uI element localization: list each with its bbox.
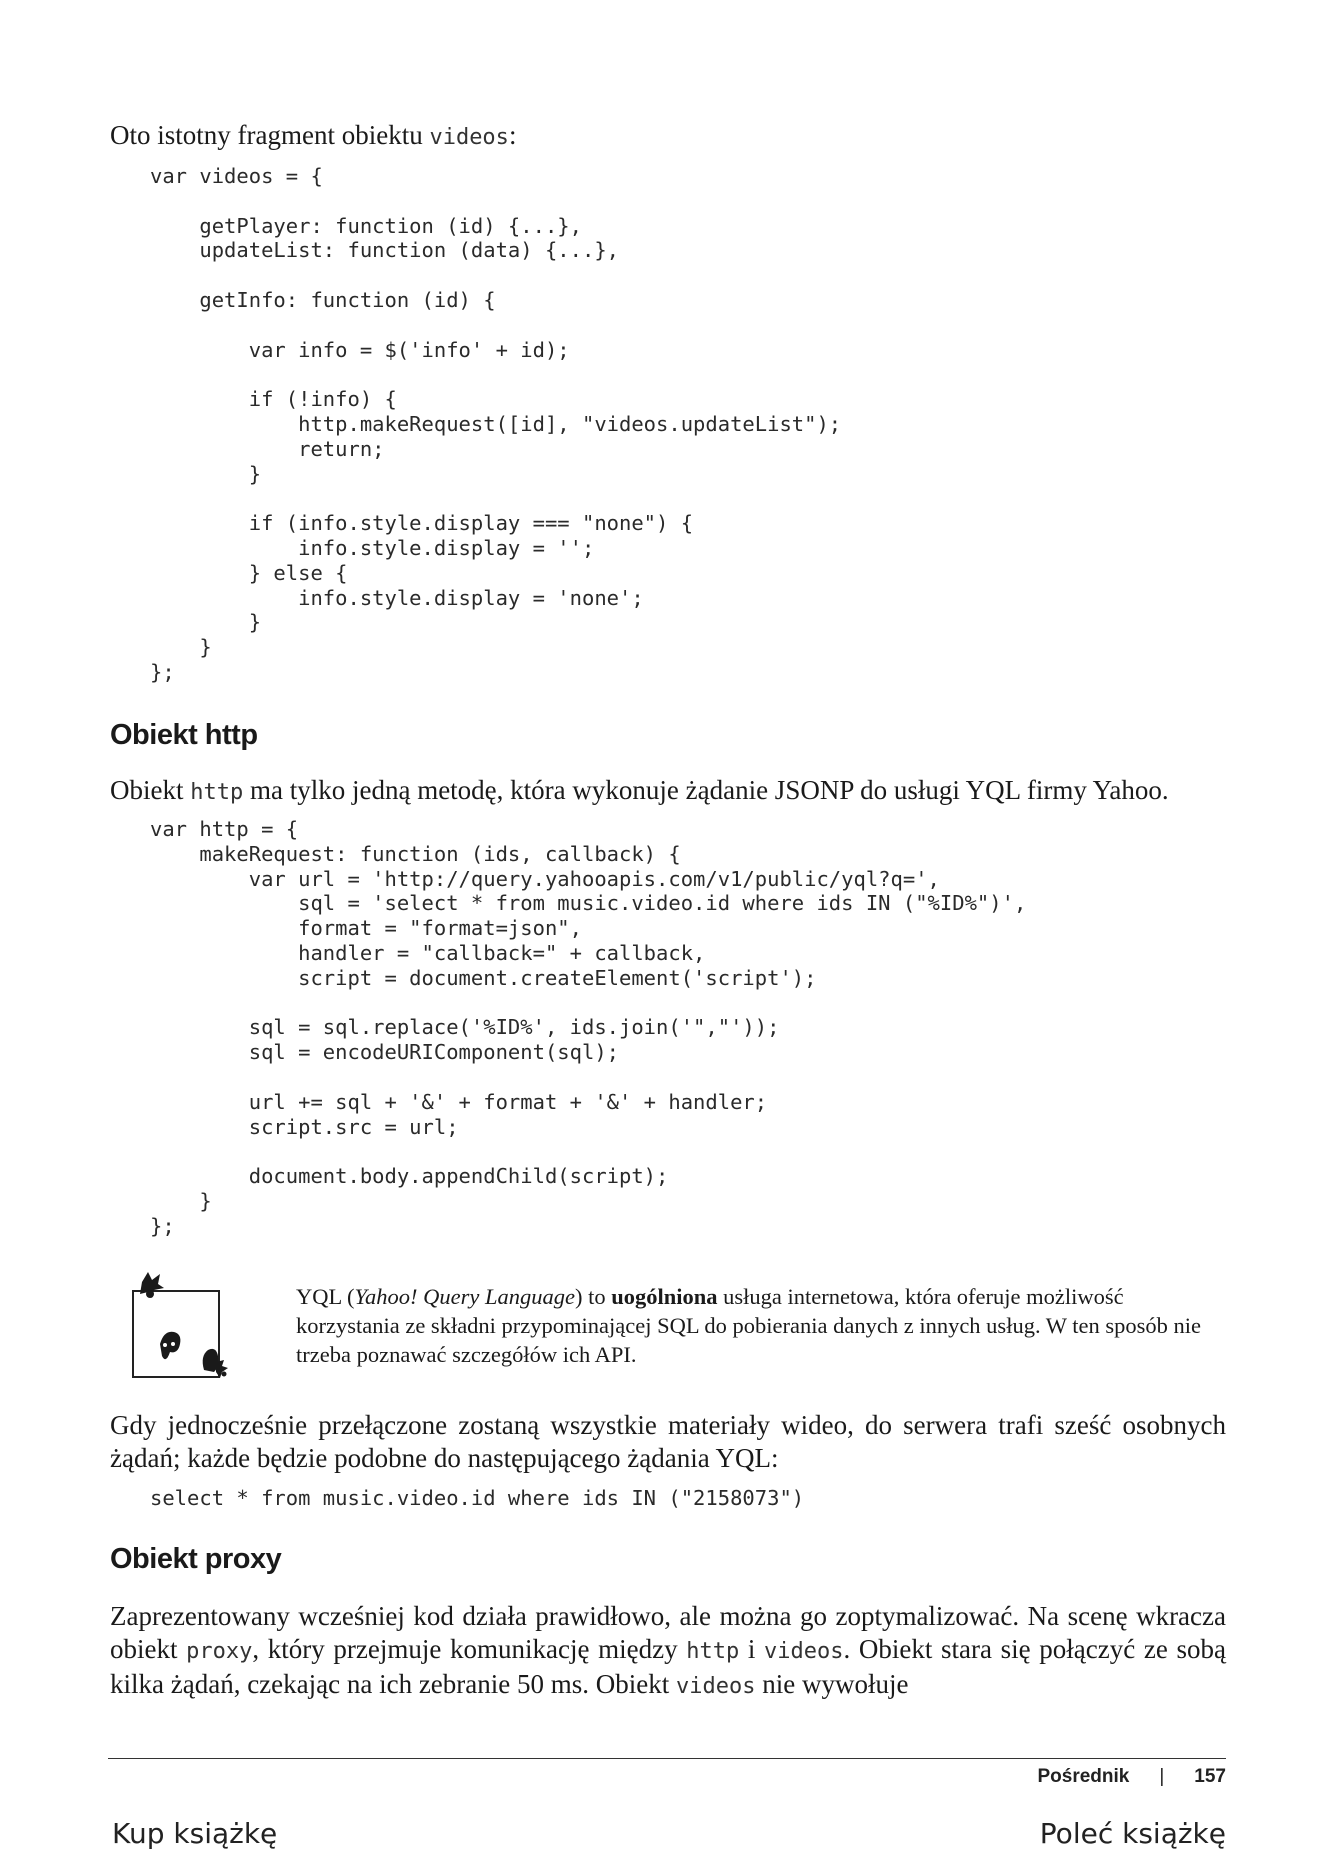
http-para-start: Obiekt <box>110 775 191 805</box>
running-footer <box>1037 1766 1226 1788</box>
code-block-select: select * from music.video.id where ids IN ("2158073") <box>150 1486 805 1510</box>
proxy-text-2: , który przejmuje komunikację między <box>252 1634 687 1664</box>
proxy-code-3: videos <box>764 1639 844 1664</box>
page-number: 157 <box>1194 1766 1226 1787</box>
note-italic: Yahoo! Query Language <box>354 1284 575 1309</box>
note-prefix: YQL ( <box>296 1284 355 1309</box>
footer-rule <box>108 1758 1226 1759</box>
note-suffix: usługa internetowa, która oferuje możliwość korzystania ze składni przypominającej SQL do pobierania danych z innych usług. W ten sposób nie trzeba poznawać szczegółów ich API. <box>296 1284 1201 1367</box>
intro-tail: : <box>508 120 517 150</box>
section-heading-http: Obiekt http <box>110 719 258 751</box>
proxy-paragraph <box>110 1600 1226 1703</box>
http-para-end: ma tylko jedną metodę, która wykonuje żądanie JSONP do usługi YQL firmy Yahoo. <box>243 775 1169 805</box>
code-block-videos: var videos = { getPlayer: function (id) {...}, updateList: function (data) {...}, getInfo: function (id) { var info = $('info' + id); if (!info) { http.makeRequest([id], "videos.updateList"); return; } if (info.style.display === "none") { info.style.display = ''; } else { info.style.display = 'none'; } } }; <box>150 164 842 684</box>
note-bold: uogólniona <box>611 1284 718 1309</box>
proxy-code-4: videos <box>676 1674 756 1699</box>
intro-code: videos <box>429 125 509 150</box>
proxy-text-1: Zaprezentowany wcześniej kod działa prawidłowo, ale można go zoptymalizować. Na scenę wkracza obiekt <box>110 1601 1226 1664</box>
intro-paragraph <box>110 119 1226 154</box>
note-middle: ) to <box>574 1284 612 1309</box>
note-text <box>296 1282 1201 1369</box>
requests-paragraph: Gdy jednocześnie przełączone zostaną wszystkie materiały wideo, do serwera trafi sześć osobnych żądań; każde będzie podobne do następującego żądania YQL: <box>110 1410 1226 1473</box>
proxy-code-1: proxy <box>186 1639 253 1664</box>
buy-book-link[interactable]: Kup książkę <box>112 1817 278 1850</box>
recommend-book-link[interactable]: Poleć książkę <box>1039 1817 1226 1850</box>
code-block-http: var http = { makeRequest: function (ids, callback) { var url = 'http://query.yahooapis.com/v1/public/yql?q=', sql = 'select * from music.video.id where ids IN ("%ID%")', format = "format=json", handler = "callback=" + callback, script = document.createElement('script'); sql = sql.replace('%ID%', ids.join('","')); sql = encodeURIComponent(sql); url += sql + '&' + format + '&' + handler; script.src = url; document.body.appendChild(script); } }; <box>150 817 1027 1238</box>
proxy-code-2: http <box>686 1639 740 1664</box>
section-heading-proxy: Obiekt proxy <box>110 1543 282 1575</box>
footer-chapter: Pośrednik <box>1037 1766 1130 1787</box>
footer-separator: | <box>1159 1766 1165 1787</box>
http-paragraph <box>110 774 1226 809</box>
intro-text: Oto istotny fragment obiektu <box>110 120 430 150</box>
http-para-code: http <box>190 780 244 805</box>
proxy-text-4: . Obiekt stara się połączyć ze sobą kilka żądań, czekając na ich zebranie 50 ms. Obiekt <box>110 1634 1226 1699</box>
proxy-text-5: nie wywołuje <box>755 1669 909 1699</box>
proxy-text-3: i <box>739 1634 765 1664</box>
raccoon-tip-icon <box>132 1262 252 1382</box>
